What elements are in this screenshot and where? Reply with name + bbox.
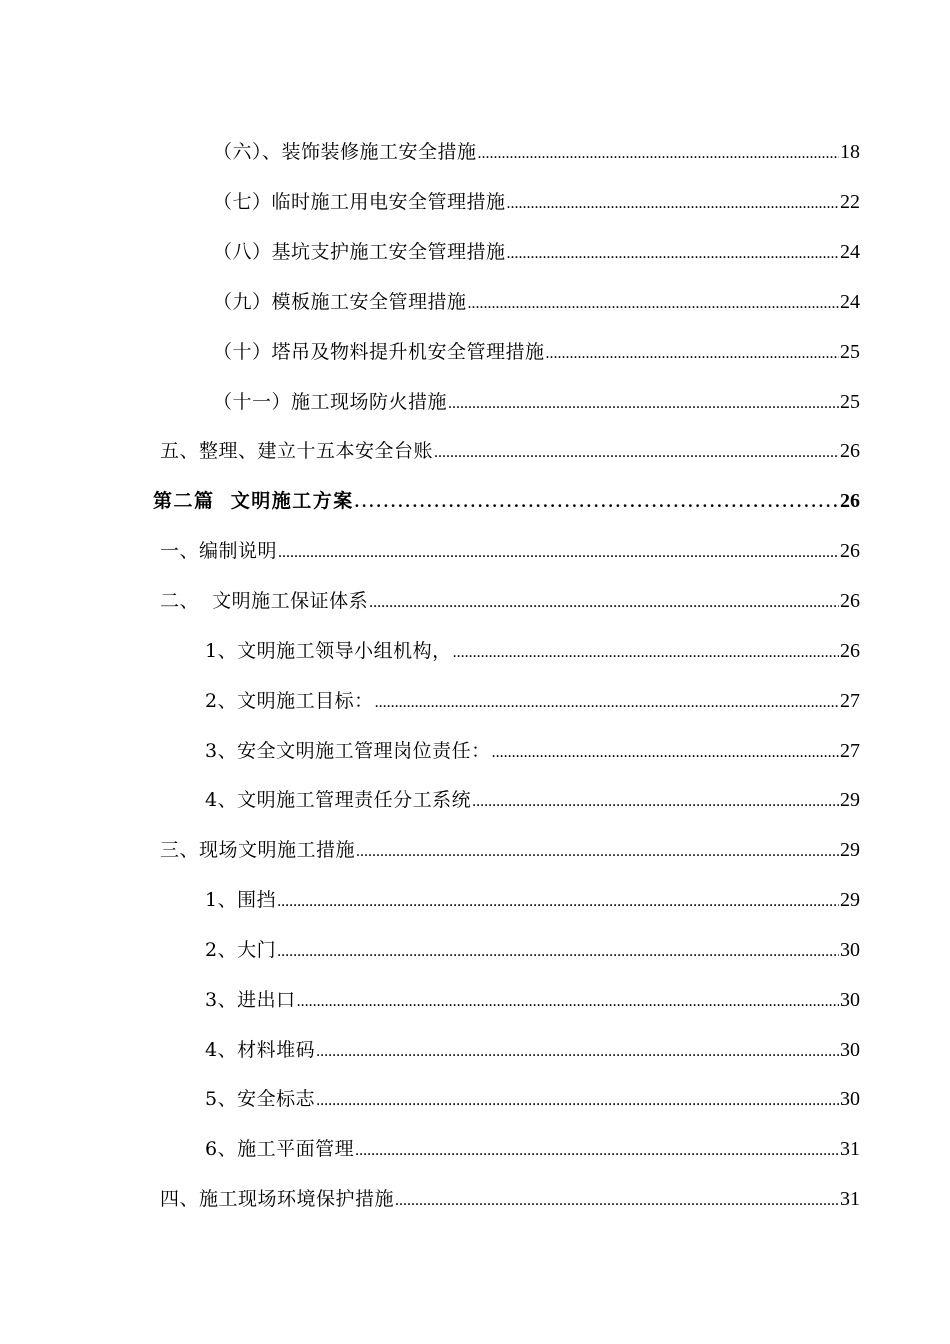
dot-leader (316, 1092, 839, 1110)
toc-entry-title: （六）、装饰装修施工安全措施 (213, 141, 477, 164)
toc-entry-page: 24 (840, 241, 860, 264)
dot-leader (375, 694, 839, 712)
toc-entry-title: 3、进出口 (205, 988, 296, 1011)
toc-entry[interactable] (0, 325, 950, 375)
toc-entry-page: 26 (840, 590, 860, 613)
dot-leader (356, 843, 839, 861)
dot-leader (316, 1043, 839, 1061)
toc-entry[interactable] (0, 824, 950, 874)
dot-leader (355, 492, 839, 512)
toc-entry-page: 27 (840, 689, 860, 712)
dot-leader (277, 943, 839, 961)
toc-entry-page: 29 (840, 889, 860, 912)
dot-leader (395, 1192, 839, 1210)
toc-entry-page: 26 (840, 639, 860, 662)
toc-entry-title: （七）临时施工用电安全管理措施 (213, 191, 506, 214)
toc-entry-title: 3、安全文明施工管理岗位责任： (205, 739, 491, 762)
toc-entry-title: 四、施工现场环境保护措施 (160, 1188, 395, 1211)
toc-entry-page: 31 (840, 1188, 860, 1211)
toc-entry[interactable] (0, 1123, 950, 1173)
dot-leader (434, 444, 839, 462)
dot-leader (507, 245, 839, 263)
toc-entry-page: 22 (840, 191, 860, 214)
dot-leader (355, 1142, 839, 1160)
toc-entry-page: 26 (840, 490, 860, 513)
toc-entry-page: 31 (840, 1138, 860, 1161)
toc-entry[interactable] (0, 276, 950, 326)
toc-entry[interactable] (0, 375, 950, 425)
toc-entry[interactable] (0, 973, 950, 1023)
dot-leader (507, 195, 839, 213)
toc-entry-page: 27 (840, 739, 860, 762)
toc-entry[interactable] (0, 226, 950, 276)
dot-leader (369, 594, 839, 612)
toc-entry-title: 2、文明施工目标： (205, 689, 374, 712)
toc-entry[interactable] (0, 1073, 950, 1123)
table-of-contents (0, 126, 950, 1223)
toc-entry[interactable] (0, 674, 950, 724)
dot-leader (472, 793, 839, 811)
toc-entry-title: （十）塔吊及物料提升机安全管理措施 (213, 340, 545, 363)
toc-entry[interactable] (0, 1173, 950, 1223)
toc-entry-title: 1、围挡 (205, 889, 277, 912)
toc-entry-title: 三、现场文明施工措施 (160, 839, 356, 862)
dot-leader (277, 893, 839, 911)
toc-entry-page: 18 (840, 141, 860, 164)
toc-entry-title: 五、整理、建立十五本安全台账 (160, 440, 434, 463)
dot-leader (478, 145, 839, 163)
toc-entry[interactable] (0, 774, 950, 824)
toc-entry-page: 25 (840, 340, 860, 363)
toc-entry-title: 一、编制说明 (160, 540, 278, 563)
toc-entry-page: 29 (840, 839, 860, 862)
toc-entry-title: （八）基坑支护施工安全管理措施 (213, 241, 506, 264)
dot-leader (297, 993, 839, 1011)
dot-leader (546, 345, 839, 363)
toc-entry-page: 30 (840, 1088, 860, 1111)
toc-entry[interactable] (0, 624, 950, 674)
toc-entry-title: 5、安全标志 (205, 1088, 316, 1111)
toc-entry[interactable] (0, 575, 950, 625)
toc-entry-page: 30 (840, 938, 860, 961)
toc-entry-title: 4、文明施工管理责任分工系统 (205, 789, 472, 812)
dot-leader (278, 544, 839, 562)
toc-part-heading[interactable] (0, 475, 950, 525)
toc-entry[interactable] (0, 176, 950, 226)
dot-leader (492, 744, 839, 762)
toc-entry[interactable] (0, 724, 950, 774)
toc-entry-title: 4、材料堆码 (205, 1038, 316, 1061)
toc-entry-title: （九）模板施工安全管理措施 (213, 290, 467, 313)
toc-entry-page: 30 (840, 1038, 860, 1061)
toc-entry[interactable] (0, 874, 950, 924)
toc-entry[interactable] (0, 425, 950, 475)
toc-entry-page: 30 (840, 988, 860, 1011)
toc-entry[interactable] (0, 924, 950, 974)
dot-leader (448, 395, 839, 413)
toc-entry-title: （十一）施工现场防火措施 (213, 390, 448, 413)
dot-leader (453, 644, 839, 662)
toc-entry[interactable] (0, 126, 950, 176)
toc-entry-title: 二、 文明施工保证体系 (160, 590, 369, 613)
toc-entry-title: 6、施工平面管理 (205, 1138, 355, 1161)
toc-entry[interactable] (0, 525, 950, 575)
toc-entry-page: 26 (840, 540, 860, 563)
toc-entry-page: 24 (840, 290, 860, 313)
toc-entry-page: 26 (840, 440, 860, 463)
toc-entry-title: 2、大门 (205, 938, 277, 961)
toc-entry-title: 1、文明施工领导小组机构， (205, 639, 452, 662)
toc-entry-page: 29 (840, 789, 860, 812)
toc-entry-title: 第二篇 文明施工方案 (153, 490, 354, 513)
dot-leader (468, 295, 839, 313)
toc-entry-page: 25 (840, 390, 860, 413)
toc-entry[interactable] (0, 1023, 950, 1073)
